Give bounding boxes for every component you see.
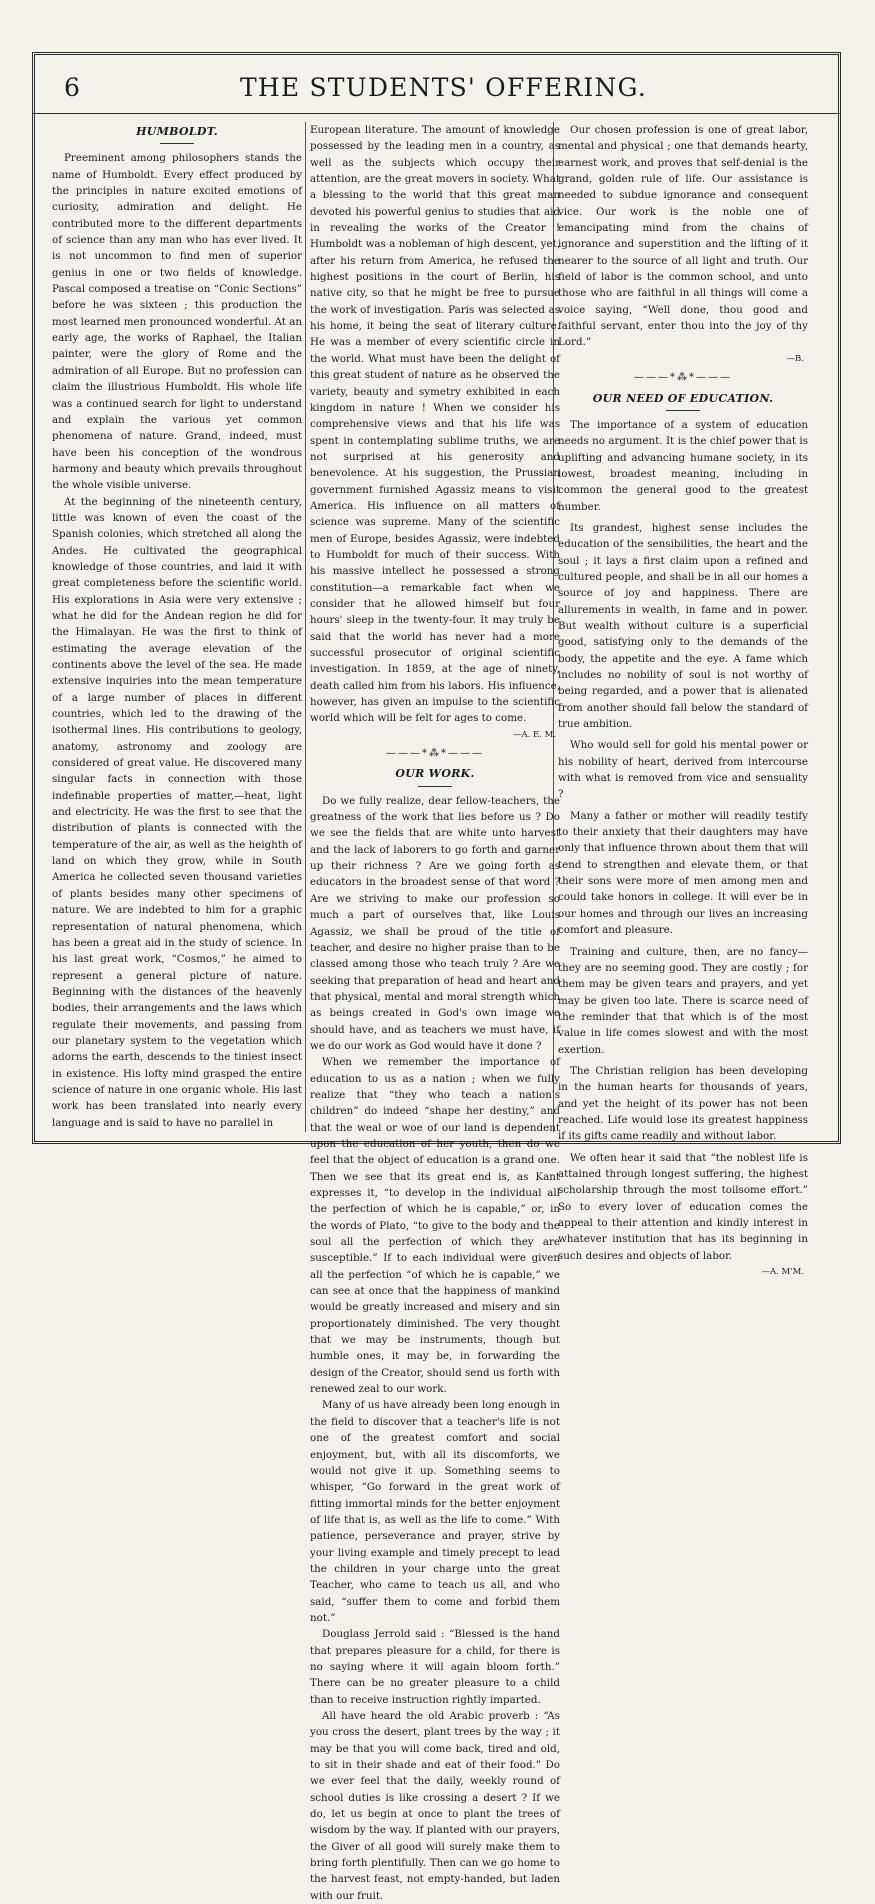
education-paragraph-3: Who would sell for gold his mental power or his nobility of heart, derived from intercourse with what is removed from vice and sensuality ? [558,739,808,801]
humboldt-continuation [310,122,560,727]
header-rule [32,113,841,114]
humboldt-paragraph-2: At the beginning of the nineteenth century, little was known of even the coast of the Spanish colonies, which stretched all along the Andes. He cultivated the geographical knowledge of those countries, and laid it with great completeness before the scientific world. His explorations in Asia were very extensive ; what he did for the Andean region he did for the Himalayan. He was the first to think of estimating the average elevation of the continents above the level of the sea. He made extensive inquiries into the mean temperature of a large number of places in different countries, which led to the drawing of the isothermal lines. His contributions to geology, anatomy, astronomy and zoology are considered of great value. He discovered many singular facts in connection with those indefinable properties of matter,—heat, light and electricity. He was the first to see that the distribution of plants is connected with the temperature of the air, as well as the heighth of land on which they grow, while in South America he collected seven thousand varieties of plants besides many other specimens of nature. We are indebted to him for a graphic representation of natural phenomena, which has been a great aid in the study of science. In his last great work, “Cosmos,” he aimed to represent a general picture of nature. Beginning with the distances of the heavenly bodies, their arrangements and the laws which regulate their movements, and passing from our planetary system to the vegetation which adorns the earth, descends to the tiniest insect in existence. His lofty mind grasped the entire science of nature in one organic whole. His last work has been translated into nearly every language and is said to have no parallel in [52,495,302,1129]
our-work-signature: —B. [786,353,804,364]
section-separator: ———*⁂*——— [634,372,732,384]
humboldt-paragraph-1: Preeminent among philosophers stands the name of Humboldt. Every effect produced by the principles in nature excited emotions of curiosity, admiration and delight. He contributed more to the different departments of science than any man who has ever lived. It is not uncommon to find men of superior genius in one or two fields of knowledge. Pascal composed a treatise on “Conic Sections” before he was sixteen ; this production the most learned men pronounced wonderful. At an early age, the works of Raphael, the Italian painter, were the glory of Rome and the admiration of all Europe. But no profession can claim the illustrious Humboldt. His whole life was a continued search for light to understand and explain the various yet common phenomena of nature. Grand, indeed, must have been his conception of the wondrous harmony and beauty which prevails throughout the whole visible universe. [52,152,302,492]
education-signature: —A. M'M. [761,1267,804,1278]
humboldt-signature: —A. E. M. [512,729,556,740]
article-heading-humboldt: HUMBOLDT. [136,125,218,138]
journal-title: THE STUDENTS' OFFERING. [240,73,647,102]
humboldt-continued-text: European literature. The amount of knowledge possessed by the leading men in a country, as well as the subjects which occupy their attention, are the great movers in society. What a blessing to the world that this great man devoted his powerful genius to studies that aid in revealing the works of the Creator ! Humboldt was a nobleman of high descent, yet, after his return from America, he refused the highest positions in the court of Berlin, his native city, so that he might be free to pursue the work of investigation. Paris was selected as his home, it being the seat of literary culture. He was a member of every scientific circle in the world. What must have been the delight of this great student of nature as he observed the variety, beauty and symetry exhibited in each kingdom in nature ! When we consider his comprehensive views and that his life was spent in contemplating sublime truths, we are not surprised at his generosity and benevolence. At his suggestion, the Prussian government furnished Agassiz means to visit America. His influence on all matters of science was supreme. Many of the scientific men of Europe, besides Agassiz, were indebted to Humboldt for much of their success. With his massive intellect he possessed a strong constitution—a remarkable fact when we consider that he allowed himself but four hours' sleep in the twenty-four. It may truly be said that the world has never had a more successful prosecutor of original scientific investigation. In 1859, at the age of ninety, death called him from his labors. His influence, however, has given an impulse to the scientific world which will be felt for ages to come. [310,124,560,725]
column-3 [558,122,808,1278]
column-divider [305,122,306,1132]
education-paragraph-2: Its grandest, highest sense includes the education of the sensibilities, the heart and the soul ; it lays a first claim upon a refined and cultured people, and shall be in all our homes a source of joy and happiness. There are allurements in wealth, in fame and in power. But wealth without culture is a superficial good, satisfying only to the demands of the body, the appetite and the eye. A fame which includes no nobility of soul is not worthy of being regarded, and a power that is alienated from another should fall below the standard of true ambition. [558,521,808,731]
article-heading-our-work: OUR WORK. [395,767,475,781]
education-paragraph-6: The Christian religion has been developing in the human hearts for thousands of years, and yet the height of its power has not been reached. Life would lose its greatest happiness if its gifts came readily and without labor. [558,1064,808,1143]
our-work-paragraph-3: Many of us have already been long enough in the field to discover that a teacher's life is not one of the greatest comfort and social enjoyment, but, with all its discomforts, we would not give it up. Something seems to whisper, “Go forward in the great work of fitting immortal minds for the better enjoyment of life that is, as well as the life to come.” With patience, perseverance and prayer, strive by your living example and timely precept to lead the children in your charge unto the great Teacher, who came to teach us all, and who said, “suffer them to come and forbid them not.” [310,1399,560,1624]
heading-rule [666,410,700,411]
section-separator: ———*⁂*——— [386,748,484,760]
education-paragraph-5: Training and culture, then, are no fancy—they are no seeming good. They are costly ; for them may be given tears and prayers, and yet may be given too late. There is scarce need of the reminder that that which is of the most value in life comes slowest and with the most exertion. [558,945,808,1056]
column-2 [310,122,560,1902]
heading-rule [160,143,194,144]
our-work-paragraph-1: Do we fully realize, dear fellow-teachers, the greatness of the work that lies before us ? Do we see the fields that are white unto harvest and the lack of laborers to go forth and garner up their richness ? Are we going forth as educators in the broadest sense of that word ? Are we striving to make our profession so much a part of ourselves that, like Louis Agassiz, we shall be proud of the title of teacher, and desire no higher praise than to be classed among those who teach truly ? Are we seeking that preparation of head and heart and that physical, mental and moral strength which as beings created in God's own image we should have, and as teachers we must have, if we do our work as God would have it done ? [310,794,560,1052]
education-paragraph-7: We often hear it said that “the noblest life is attained through longest suffering, the highest scholarship through the most toilsome effort.” So to every lover of education comes the appeal to their attention and kindly interest in whatever institution that has its beginning in such desires and objects of labor. [558,1151,808,1262]
education-paragraph-1: The importance of a system of education needs no argument. It is the chief power that is uplifting and advancing humane society, in its lowest, broadest meaning, including in common the general good to the greatest number. [558,418,808,513]
page-number: 6 [64,73,80,102]
our-work-paragraph-4: Douglass Jerrold said : “Blessed is the hand that prepares pleasure for a child, for there is no saying where it will again bloom forth.” There can be no greater pleasure to a child than to receive instruction rightly imparted. [310,1628,560,1706]
our-work-paragraph-2: When we remember the importance of education to us as a nation ; when we fully realize that “they who teach a nation's children” do indeed “shape her destiny,” and that the weal or woe of our land is dependent upon the education of her youth, then do we feel that the object of education is a grand one. Then we see that its great end is, as Kant expresses it, “to develop in the individual all the perfection of which he is capable,” or, in the words of Plato, “to give to the body and the soul all the perfection of which they are susceptible.” If to each individual were given all the perfection “of which he is capable,” we can see at once that the happiness of mankind would be greatly increased and misery and sin proportionately diminished. The very thought that we may be instruments, though but humble ones, it may be, in forwarding the design of the Creator, should send us forth with renewed zeal to our work. [310,1056,560,1396]
education-paragraph-4: Many a father or mother will readily testify to their anxiety that their daughters may have only that influence thrown about them that will tend to strengthen and elevate them, or that their sons were more of men among men and could take honors in college. It will ever be in our homes and through our lives an increasing comfort and pleasure. [558,809,808,937]
our-work-paragraph-5: All have heard the old Arabic proverb : “As you cross the desert, plant trees by the way ; it may be that you will come back, tired and old, to sit in their shade and eat of their food.” Do we ever feel that the daily, weekly round of school duties is like crossing a desert ? If we do, let us begin at once to plant the trees of wisdom by the way. If planted with our prayers, the Giver of all good will surely make them to bring forth plentifully. Then can we go home to the harvest feast, not empty-handed, but laden with our fruit. [310,1710,560,1902]
column-1 [52,122,302,1132]
heading-rule [418,786,452,787]
article-heading-education: OUR NEED OF EDUCATION. [592,391,774,405]
our-work-paragraph-6: Our chosen profession is one of great labor, mental and physical ; one that demands hearty, earnest work, and proves that self-denial is the grand, golden rule of life. Our assistance is needed to subdue ignorance and consequent vice. Our work is the noble one of emancipating mind from the chains of ignorance and superstition and the lifting of it nearer to the source of all light and truth. Our field of labor is the common school, and unto those who are faithful in all things will come a voice saying, “Well done, thou good and faithful servant, enter thou into the joy of thy Lord.” [558,124,808,349]
